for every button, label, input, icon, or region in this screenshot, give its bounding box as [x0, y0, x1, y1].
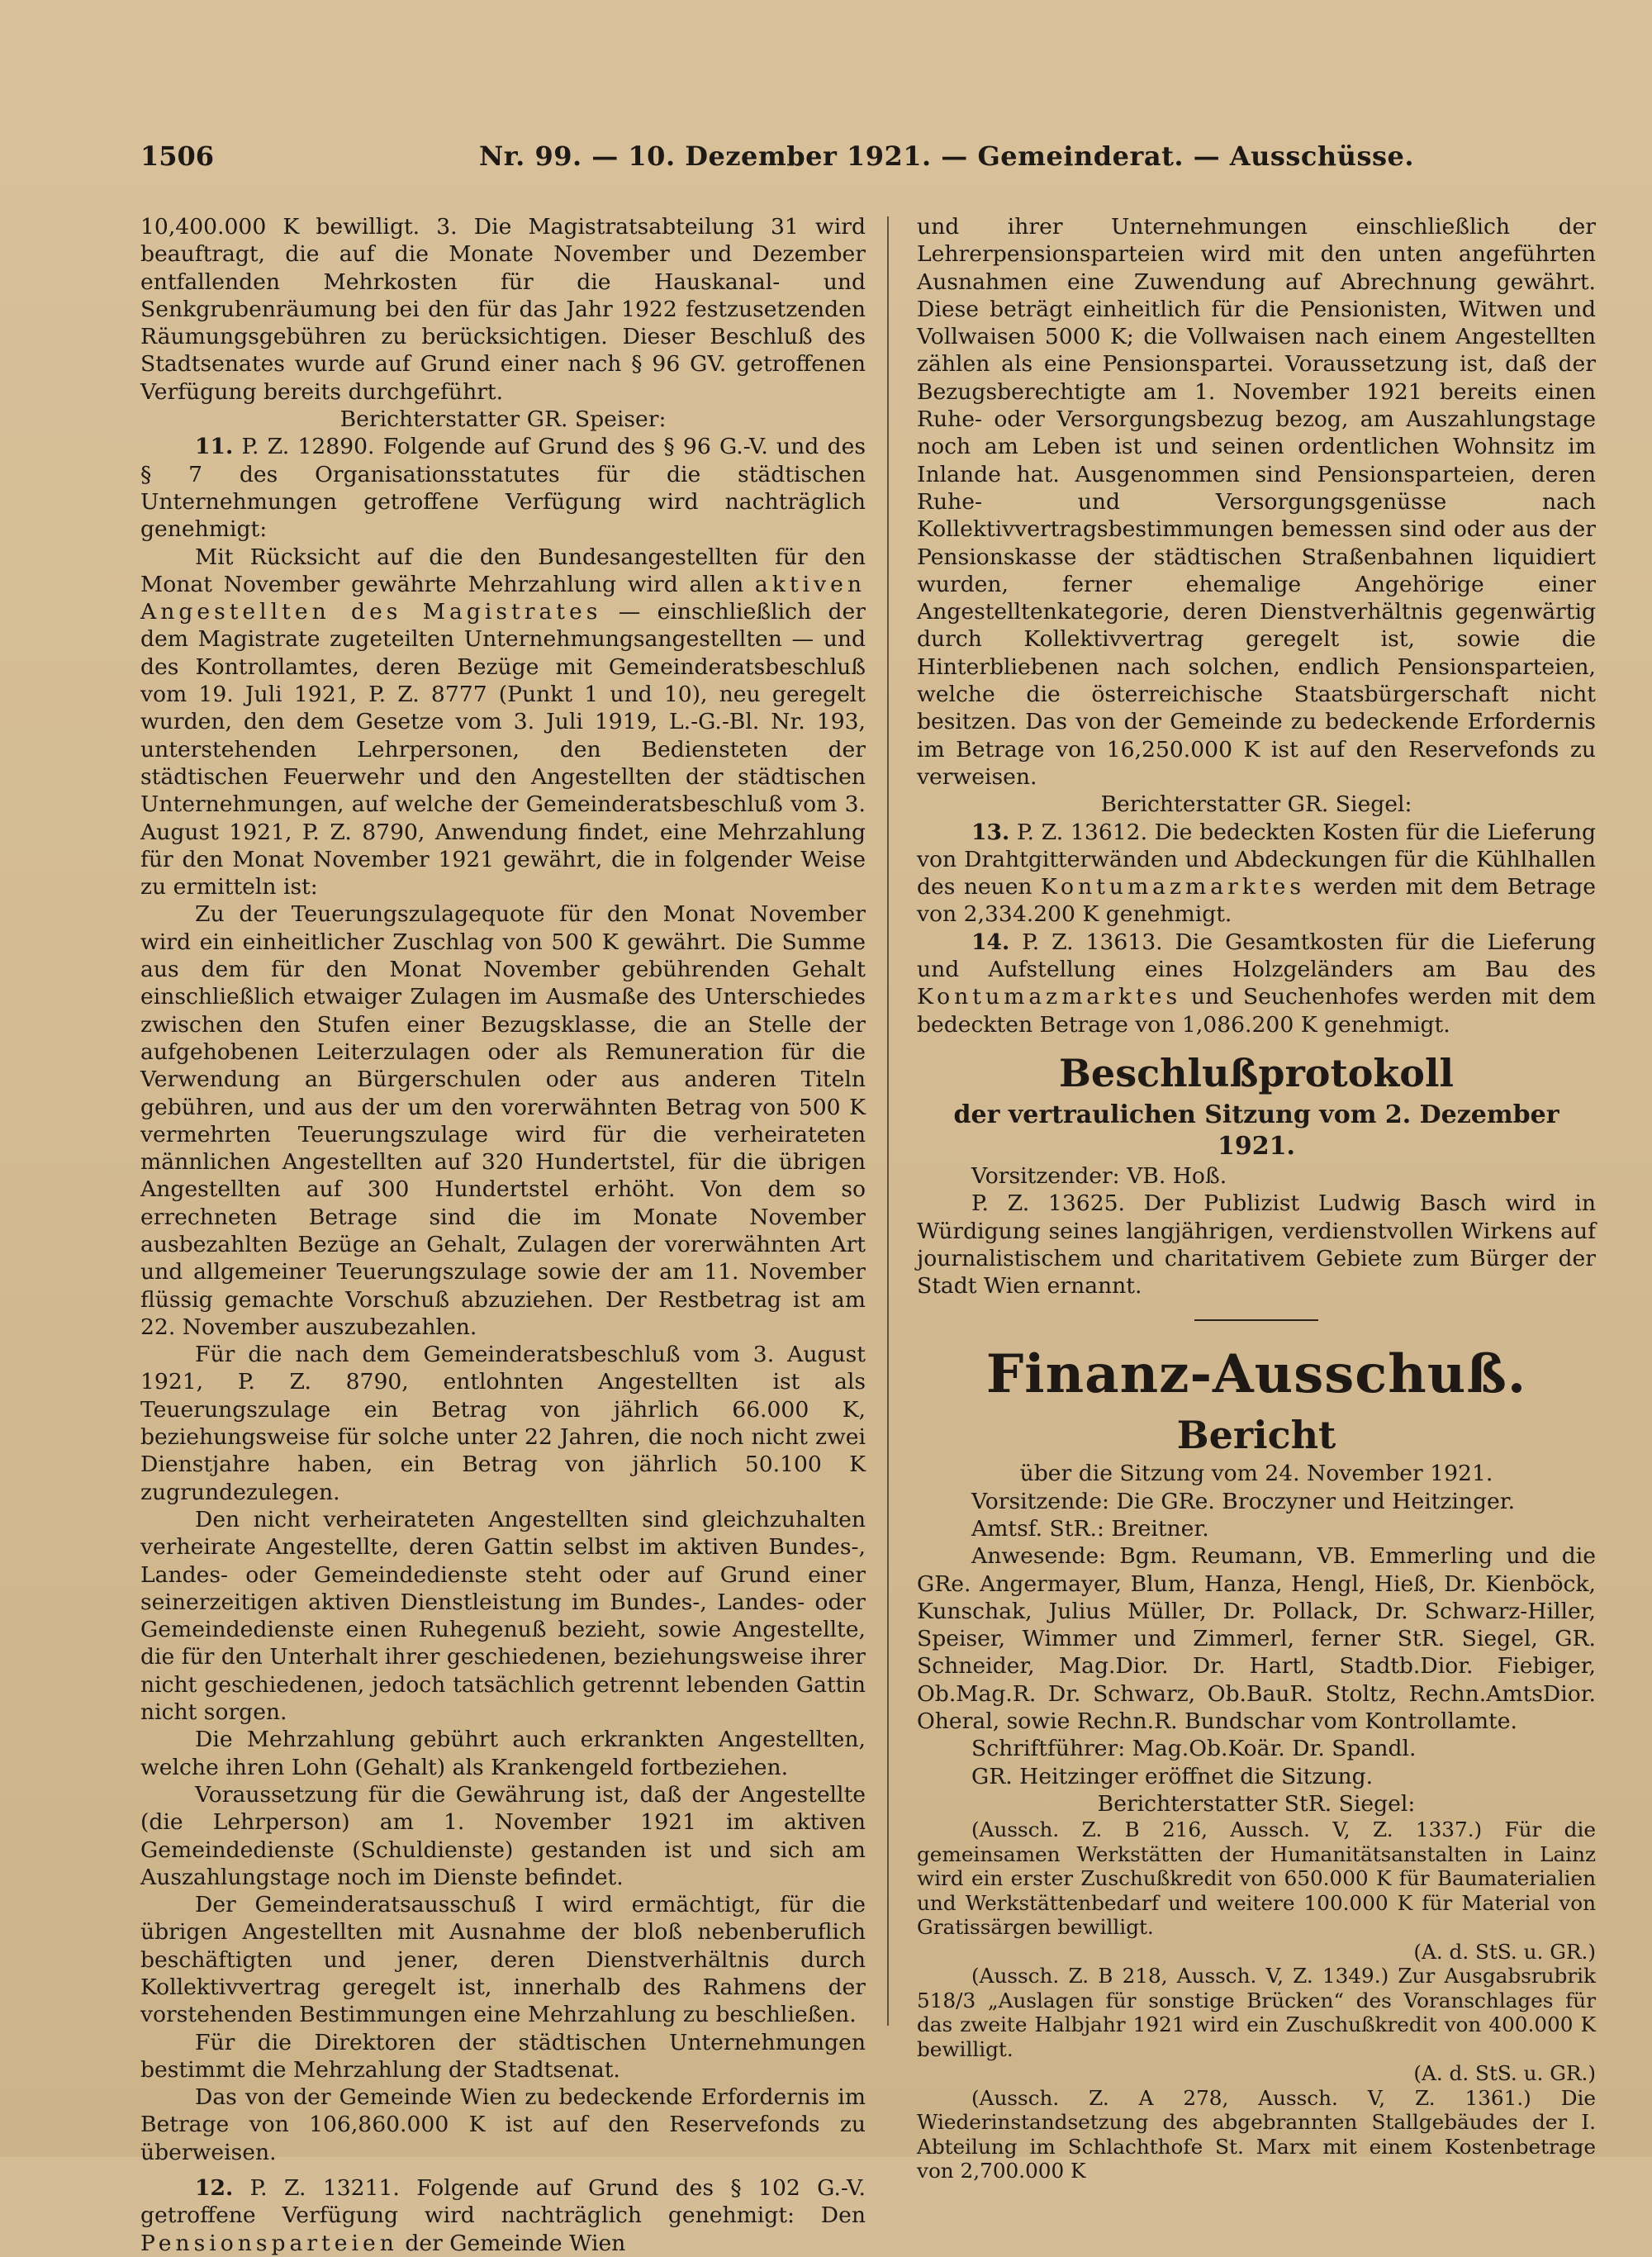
session-line: über die Sitzung vom 24. November 1921. — [1019, 1461, 1493, 1487]
reporter-line — [917, 1790, 1596, 1817]
paragraph: Der Gemeinderatsausschuß I wird ermächtigt, für die übrigen Angestellten mit Ausnahme der bloß nebenberuflich beschäftigten und jener, deren Dienstverhältnis durch Kollektivvertrag geregelt ist, innerhalb des Rahmens der vorstehenden Bestimmungen eine Mehrzahlung zu beschließen. — [140, 1892, 866, 2028]
item-11 — [140, 433, 866, 543]
item-13 — [917, 819, 1596, 929]
page-number: 1506 — [140, 140, 215, 172]
paragraph: P. Z. 13625. Der Publizist Ludwig Basch wird in Würdigung seines langjährigen, verdienstvollen Wirkens auf journalistischem und charitativem Gebiete zum Bürger der Stadt Wien ernannt. — [917, 1190, 1596, 1300]
spaced-text: Pensionsparteien — [140, 2230, 398, 2256]
item-number: 13. — [971, 819, 1010, 845]
item-14 — [917, 929, 1596, 1038]
section-divider — [1194, 1319, 1318, 1321]
paragraph — [140, 544, 866, 901]
running-head: Nr. 99. — 10. Dezember 1921. — Gemeinderat. — Ausschüsse. — [479, 140, 1414, 172]
finance-item: (Aussch. Z. B 216, Aussch. V, Z. 1337.) Für die gemeinsamen Werkstätten der Humanitätsanstalten in Lainz wird ein erster Zuschußkredit von 650.000 K für Baumaterialien und Werkstättenbedarf und weitere 100.000 K für Material von Gratissärgen bewilligt. — [917, 1817, 1596, 1940]
reporter-text: Berichterstatter GR. Speiser: — [339, 406, 667, 433]
text-run: werden mit dem Betrage von 2,334.200 K genehmigt. — [917, 874, 1596, 928]
spacer — [140, 2166, 866, 2174]
item-text: P. Z. 12890. Folgende auf Grund des § 96 G.-V. und des § 7 des Organisationsstatutes für die städtischen Unternehmungen getroffene Verfügung wird nachträglich genehmigt: — [140, 434, 866, 543]
spaced-text: aktiven Angestellten des Magistrates — [140, 571, 866, 625]
text-run: Mit Rücksicht auf die den Bundesangestellten für den Monat November gewährte Mehrzahlung wird allen — [140, 544, 866, 597]
item-number: 12. — [195, 2175, 234, 2202]
text-run: P. Z. 13612. Die bedeckten Kosten für die Lieferung von Drahtgitterwänden und Abdeckungen für die Kühlhallen des neuen — [917, 819, 1596, 900]
reporter-text: Berichterstatter GR. Siegel: — [1100, 791, 1412, 818]
opening-line: GR. Heitzinger eröffnet die Sitzung. — [971, 1763, 1374, 1789]
text-run: — einschließlich der dem Magistrate zugeteilten Unternehmungsangestellten — und des Kontrollamtes, deren Bezüge mit Gemeinderatsbeschluß vom 19. Juli 1921, P. Z. 8777 (Punkt 1 und 10), neu geregelt wurden, den dem Gesetze vom 3. Juli 1919, L.-G.-Bl. Nr. 193, unterstehenden Lehrpersonen, den Bediensteten der städtischen Feuerwehr und den Angestellten der städtischen Unternehmungen, auf welche der Gemeinderatsbeschluß vom 3. August 1921, P. Z. 8790, Anwendung findet, eine Mehrzahlung für den Monat November 1921 gewährt, die in folgender Weise zu ermitteln ist: — [140, 599, 866, 900]
item-number: 14. — [971, 929, 1010, 955]
paragraph: Voraussetzung für die Gewährung ist, daß der Angestellte (die Lehrperson) am 1. November 1921 im aktiven Gemeindedienste (Schuldienste) gestanden ist und sich am Auszahlungstage noch im Dienste befindet. — [140, 1781, 866, 1890]
reporter-line — [917, 791, 1596, 818]
column-divider — [887, 216, 889, 2026]
finance-item-ref: (A. d. StS. u. GR.) — [1413, 1939, 1596, 1964]
protocol-title: Beschlußprotokoll — [1059, 1050, 1454, 1095]
chairs-line: Vorsitzende: Die GRe. Broczyner und Heitzinger. — [971, 1488, 1516, 1514]
reporter-text: Berichterstatter StR. Siegel: — [1097, 1790, 1416, 1817]
paragraph: 10,400.000 K bewilligt. 3. Die Magistratsabteilung 31 wird beauftragt, die auf die Monate November und Dezember entfallenden Mehrkosten für die Hauskanal- und Senkgrubenräumung bei den für das Jahr 1922 festzusetzenden Räumungsgebühren zu berücksichtigen. Dieser Beschluß des Stadtsenates wurde auf Grund einer nach § 96 GV. getroffenen Verfügung bereits durchgeführt. — [140, 214, 866, 405]
finance-item: (Aussch. Z. A 278, Aussch. V, Z. 1361.) Die Wiederinstandsetzung des abgebrannten Stallgebäudes der I. Abteilung im Schlachthofe St. Marx mit einem Kostenbetrage von 2,700.000 K — [917, 2085, 1596, 2183]
finance-committee-title: Finanz-Ausschuß. — [985, 1343, 1527, 1406]
page-header — [140, 140, 1619, 173]
spacer — [917, 1038, 1596, 1047]
left-column — [140, 213, 866, 2257]
reporter-line — [140, 406, 866, 433]
official-line: Amtsf. StR.: Breitner. — [971, 1515, 1209, 1542]
finance-item-ref: (A. d. StS. u. GR.) — [1413, 2061, 1596, 2086]
item-text: P. Z. 13211. Folgende auf Grund des § 102 G.-V. getroffene Verfügung wird nachträglich genehmigt: Den — [140, 2175, 866, 2229]
paragraph: Den nicht verheirateten Angestellten sind gleichzuhalten verheirate Angestellte, deren Gattin selbst im aktiven Bundes-, Landes- oder Gemeindedienste steht oder auf Grund einer seinerzeitigen aktiven Dienstleistung im Bundes-, Landes- oder Gemeindedienste einen Ruhegenuß bezieht, sowie Angestellte, die für den Unterhalt ihrer geschiedenen, beziehungsweise ihrer nicht geschiedenen, jedoch tatsächlich getrennt lebenden Gattin nicht sorgen. — [140, 1506, 866, 1726]
item-12 — [140, 2174, 866, 2257]
paragraph: Für die nach dem Gemeinderatsbeschluß vom 3. August 1921, P. Z. 8790, entlohnten Angestellten ist als Teuerungszulage ein Betrag von jährlich 66.000 K, beziehungsweise für solche unter 22 Jahren, die noch nicht zwei Dienstjahre haben, ein Betrag von jährlich 50.100 K zugrundezulegen. — [140, 1342, 866, 1505]
paragraph: und ihrer Unternehmungen einschließlich der Lehrerpensionsparteien wird mit den unten angeführten Ausnahmen eine Zuwendung auf Abrechnung gewährt. Diese beträgt einheitlich für die Pensionisten, Witwen und Vollwaisen 5000 K; die Vollwaisen nach einem Angestellten zählen als eine Pensionspartei. Voraussetzung ist, daß der Bezugsberechtigte am 1. November 1921 bereits einen Ruhe- oder Versorgungsbezug bezog, am Auszahlungstage noch am Leben ist und seinen ordentlichen Wohnsitz im Inlande hat. Ausgenommen sind Pensionsparteien, deren Ruhe- und Versorgungsgenüsse nach Kollektivvertragsbestimmungen bemessen sind oder aus der Pensionskasse der städtischen Straßenbahnen liquidiert wurden, ferner ehemalige Angehörige einer Angestelltenkategorie, deren Dienstverhältnis gegenwärtig durch Kollektivvertrag geregelt ist, sowie die Hinterbliebenen nach solchen, endlich Pensionsparteien, welche die österreichische Staatsbürgerschaft nicht besitzen. Das von der Gemeinde zu bedeckende Erfordernis im Betrage von 16,250.000 K ist auf den Reservefonds zu verweisen. — [917, 214, 1596, 790]
report-title: Bericht — [1176, 1413, 1336, 1458]
paragraph: Die Mehrzahlung gebührt auch erkrankten Angestellten, welche ihren Lohn (Gehalt) als Krankengeld fortbeziehen. — [140, 1727, 866, 1780]
text-run: und Seuchenhofes werden mit dem bedeckten Betrage von 1,086.200 K genehmigt. — [917, 984, 1596, 1038]
spaced-text: Kontumazmarktes — [917, 984, 1182, 1010]
finance-item: (Aussch. Z. B 218, Aussch. V, Z. 1349.) Zur Ausgabsrubrik 518/3 „Auslagen für sonstige Brücken“ des Voranschlages für das zweite Halbjahr 1921 wird ein Zuschußkredit von 400.000 K bewilligt. — [917, 1964, 1596, 2061]
paragraph: Das von der Gemeinde Wien zu bedeckende Erfordernis im Betrage von 106,860.000 K ist auf den Reservefonds zu überweisen. — [140, 2084, 866, 2165]
right-column — [917, 213, 1596, 2183]
spaced-text: Kontumazmarktes — [1040, 874, 1306, 900]
text-run: P. Z. 13613. Die Gesamtkosten für die Lieferung und Aufstellung eines Holzgeländers am Bau des — [917, 929, 1596, 983]
chair-line: Vorsitzender: VB. Hoß. — [971, 1162, 1227, 1189]
item-number: 11. — [195, 434, 234, 460]
protocol-subtitle: der vertraulichen Sitzung vom 2. Dezember 1921. — [953, 1100, 1559, 1161]
attendees-paragraph: Anwesende: Bgm. Reumann, VB. Emmerling und die GRe. Angermayer, Blum, Hanza, Hengl, Hieß, Dr. Kienböck, Kunschak, Julius Müller, Dr. Pollack, Dr. Schwarz-Hiller, Speiser, Wimmer und Zimmerl, ferner StR. Siegel, GR. Schneider, Mag.Dior. Dr. Hartl, Stadtb.Dior. Fiebiger, Ob.Mag.R. Dr. Schwarz, Ob.BauR. Stoltz, Rechn.AmtsDior. Oheral, sowie Rechn.R. Bundschar vom Kontrollamte. — [917, 1543, 1596, 1735]
paragraph: Für die Direktoren der städtischen Unternehmungen bestimmt die Mehrzahlung der Stadtsenat. — [140, 2029, 866, 2083]
text-run: der Gemeinde Wien — [405, 2230, 626, 2256]
paragraph: Zu der Teuerungszulagequote für den Monat November wird ein einheitlicher Zuschlag von 500 K gewährt. Die Summe aus dem für den Monat November gebührenden Gehalt einschließlich etwaiger Zulagen im Ausmaße des Unterschiedes zwischen den Stufen einer Bezugsklasse, die an Stelle der aufgehobenen Leiterzulagen oder als Remuneration für die Verwendung an Bürgerschulen oder aus anderen Titeln gebühren, und aus der um den vorerwähnten Betrag von 500 K vermehrten Teuerungszulage wird für die verheirateten männlichen Angestellten auf 320 Hundertstel, für die übrigen Angestellten auf 300 Hundertstel erhöht. Von dem so errechneten Betrage sind die im Monate November ausbezahlten Bezüge an Gehalt, Zulagen der vorerwähnten Art und allgemeiner Teuerungszulage sowie der am 11. November flüssig gemachte Vorschuß abzuziehen. Der Restbetrag ist am 22. November auszubezahlen. — [140, 901, 866, 1340]
secretary-line: Schriftführer: Mag.Ob.Koär. Dr. Spandl. — [971, 1736, 1417, 1762]
